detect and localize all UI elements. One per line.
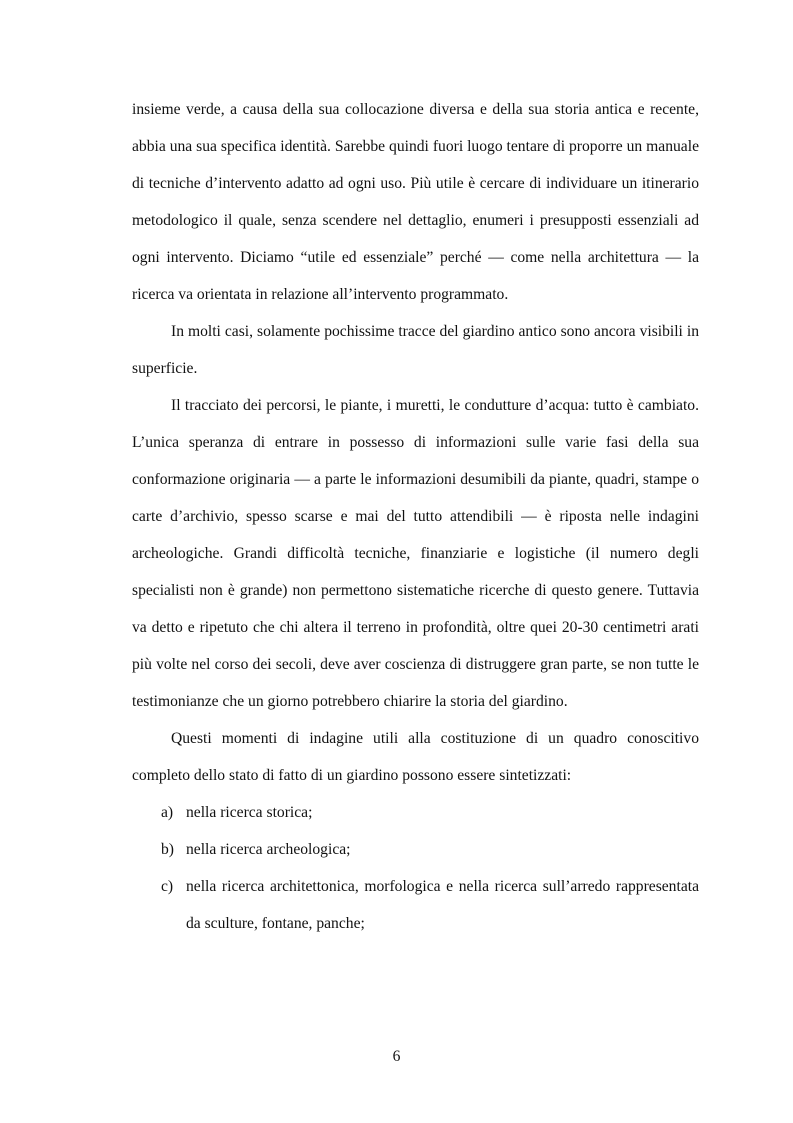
research-list [132,794,699,942]
body-text [132,91,699,942]
list-item [132,831,699,868]
paragraph: Il tracciato dei percorsi, le piante, i muretti, le condutture d’acqua: tutto è cambiato. L’unica speranza di entrare in possesso di informazioni sulle varie fasi della sua conformazione originaria — a parte le informazioni desumibili da piante, quadri, stampe o carte d’archivio, spesso scarse e mai del tutto attendibili — è riposta nelle indagini archeologiche. Grandi difficoltà tecniche, finanziarie e logistiche (il numero degli specialisti non è grande) non permettono sistematiche ricerche di questo genere. Tuttavia va detto e ripetuto che chi altera il terreno in profondità, oltre quei 20-30 centimetri arati più volte nel corso dei secoli, deve aver coscienza di distruggere gran parte, se non tutte le testimonianze che un giorno potrebbero chiarire la storia del giardino. [132,397,699,710]
paragraph: Questi momenti di indagine utili alla costituzione di un quadro conoscitivo completo dello stato di fatto di un giardino possono essere sintetizzati: [132,730,699,784]
list-item-text: nella ricerca architettonica, morfologica e nella ricerca sull’arredo rappresentata da sculture, fontane, panche; [186,878,699,932]
list-marker: a) [161,804,174,821]
paragraph: In molti casi, solamente pochissime tracce del giardino antico sono ancora visibili in superficie. [132,323,699,377]
list-marker: c) [161,878,174,895]
paragraph-continuation: insieme verde, a causa della sua collocazione diversa e della sua storia antica e recente, abbia una sua specifica identità. Sarebbe quindi fuori luogo tentare di proporre un manuale di tecniche d’intervento adatto ad ogni uso. Più utile è cercare di individuare un itinerario metodologico il quale, senza scendere nel dettaglio, enumeri i presupposti essenziali ad ogni intervento. Diciamo “utile ed essenziale” perché — come nella architettura — la ricerca va orientata in relazione all’intervento programmato. [132,101,699,303]
page-number: 6 [392,1048,401,1065]
list-marker: b) [161,841,174,858]
list-item [132,794,699,831]
list-item [132,868,699,942]
list-item-text: nella ricerca storica; [186,804,313,821]
list-item-text: nella ricerca archeologica; [186,841,351,858]
